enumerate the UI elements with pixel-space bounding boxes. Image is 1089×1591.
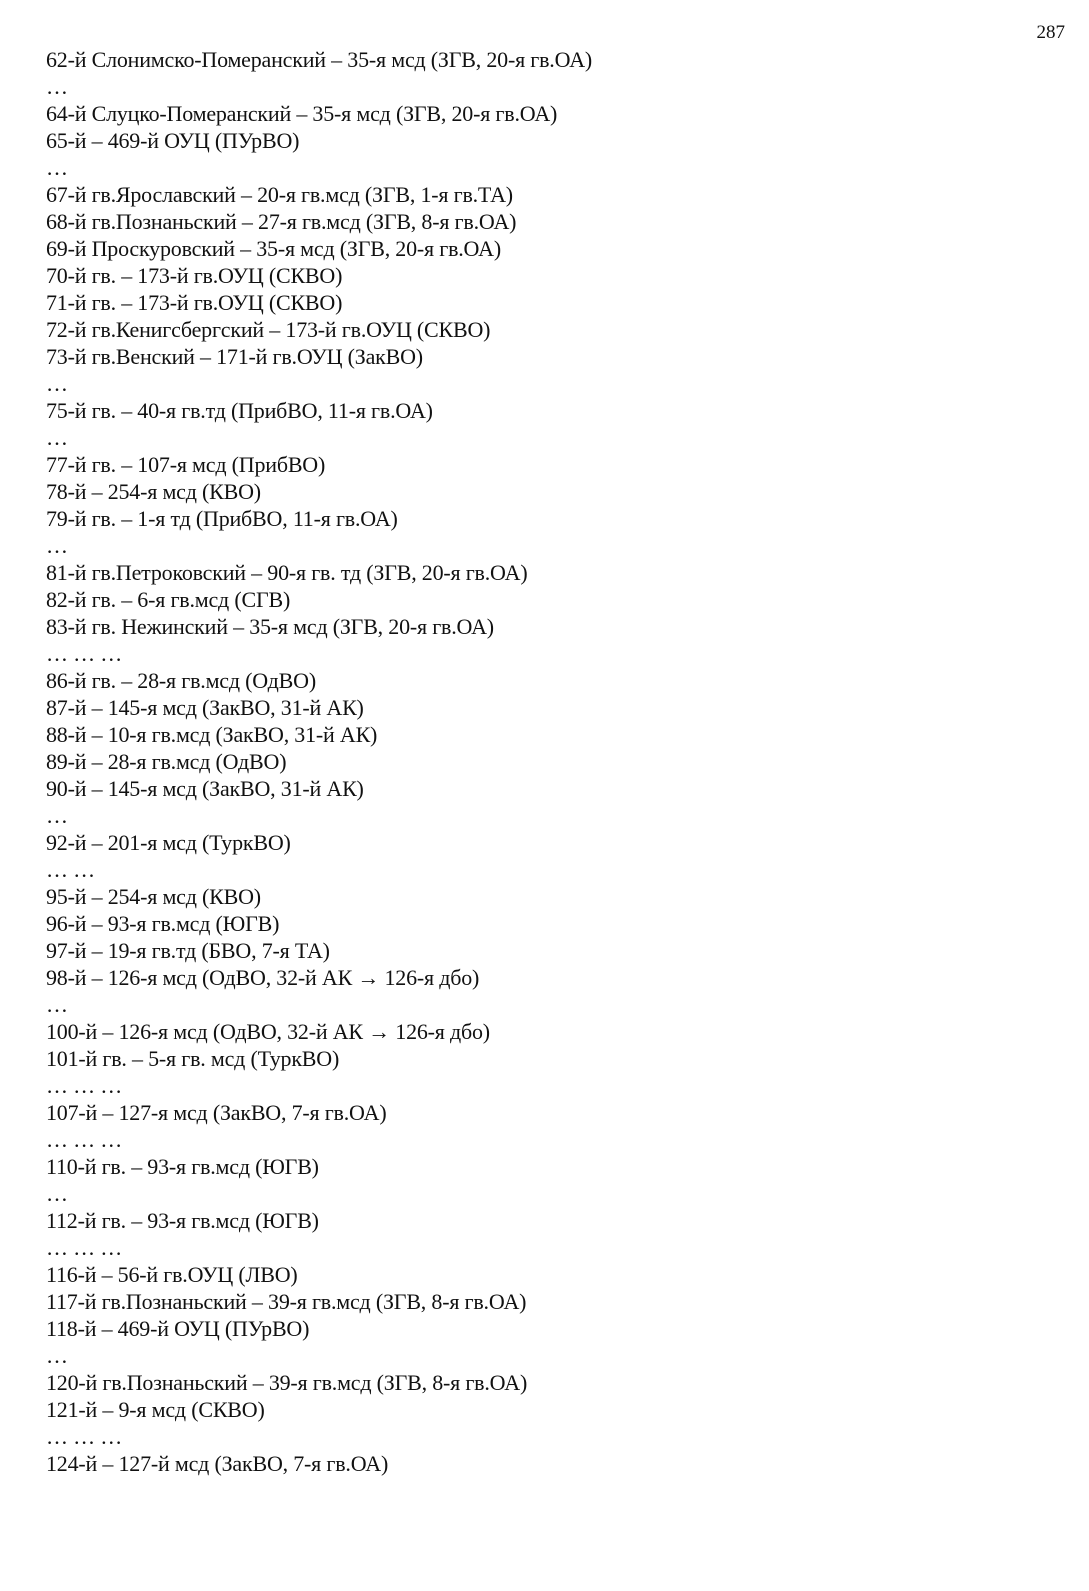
- text-line: 88-й – 10-я гв.мсд (ЗакВО, 31-й АК): [46, 722, 378, 747]
- text-line: 107-й – 127-я мсд (ЗакВО, 7-я гв.ОА): [46, 1100, 387, 1125]
- text-line: 97-й – 19-я гв.тд (БВО, 7-я ТА): [46, 938, 330, 963]
- text-line: 78-й – 254-я мсд (КВО): [46, 479, 261, 504]
- text-line: 70-й гв. – 173-й гв.ОУЦ (СКВО): [46, 263, 343, 288]
- text-line: 64-й Слуцко-Померанский – 35-я мсд (ЗГВ, 20-я гв.ОА): [46, 101, 558, 126]
- text-line: 72-й гв.Кенигсбергский – 173-й гв.ОУЦ (СКВО): [46, 317, 491, 342]
- ellipsis-line: …: [46, 155, 68, 180]
- text-line: 98-й – 126-я мсд (ОдВО, 32-й АК → 126-я дбо): [46, 965, 480, 990]
- ellipsis-line: …: [46, 803, 68, 828]
- text-line: 112-й гв. – 93-я гв.мсд (ЮГВ): [46, 1208, 319, 1233]
- text-line: 67-й гв.Ярославский – 20-я гв.мсд (ЗГВ, 1-я гв.ТА): [46, 182, 513, 207]
- document-body: [46, 46, 1049, 1477]
- ellipsis-line: …: [46, 992, 68, 1017]
- text-line: 92-й – 201-я мсд (ТуркВО): [46, 830, 291, 855]
- ellipsis-line: … … …: [46, 1127, 123, 1152]
- text-line: 101-й гв. – 5-я гв. мсд (ТуркВО): [46, 1046, 340, 1071]
- text-line: 73-й гв.Венский – 171-й гв.ОУЦ (ЗакВО): [46, 344, 423, 369]
- text-line: 95-й – 254-я мсд (КВО): [46, 884, 261, 909]
- text-line: 118-й – 469-й ОУЦ (ПУрВО): [46, 1316, 310, 1341]
- text-line: 69-й Проскуровский – 35-я мсд (ЗГВ, 20-я гв.ОА): [46, 236, 501, 261]
- ellipsis-line: …: [46, 1181, 68, 1206]
- text-line: 87-й – 145-я мсд (ЗакВО, 31-й АК): [46, 695, 364, 720]
- text-line: 71-й гв. – 173-й гв.ОУЦ (СКВО): [46, 290, 343, 315]
- text-line: 83-й гв. Нежинский – 35-я мсд (ЗГВ, 20-я гв.ОА): [46, 614, 494, 639]
- page-number: 287: [1036, 22, 1065, 43]
- text-line: 89-й – 28-я гв.мсд (ОдВО): [46, 749, 287, 774]
- text-line: 116-й – 56-й гв.ОУЦ (ЛВО): [46, 1262, 298, 1287]
- ellipsis-line: … … …: [46, 1424, 123, 1449]
- text-line: 81-й гв.Петроковский – 90-я гв. тд (ЗГВ, 20-я гв.ОА): [46, 560, 528, 585]
- text-line: 120-й гв.Познаньский – 39-я гв.мсд (ЗГВ, 8-я гв.ОА): [46, 1370, 528, 1395]
- ellipsis-line: …: [46, 74, 68, 99]
- text-line: 100-й – 126-я мсд (ОдВО, 32-й АК → 126-я дбо): [46, 1019, 490, 1044]
- text-line: 121-й – 9-я мсд (СКВО): [46, 1397, 265, 1422]
- ellipsis-line: …: [46, 1343, 68, 1368]
- text-line: 79-й гв. – 1-я тд (ПрибВО, 11-я гв.ОА): [46, 506, 398, 531]
- ellipsis-line: …: [46, 371, 68, 396]
- ellipsis-line: …: [46, 533, 68, 558]
- text-line: 75-й гв. – 40-я гв.тд (ПрибВО, 11-я гв.ОА): [46, 398, 433, 423]
- ellipsis-line: … … …: [46, 1073, 123, 1098]
- text-line: 65-й – 469-й ОУЦ (ПУрВО): [46, 128, 300, 153]
- ellipsis-line: … …: [46, 857, 95, 882]
- ellipsis-line: … … …: [46, 641, 123, 666]
- text-line: 96-й – 93-я гв.мсд (ЮГВ): [46, 911, 280, 936]
- text-line: 62-й Слонимско-Померанский – 35-я мсд (ЗГВ, 20-я гв.ОА): [46, 47, 593, 72]
- ellipsis-line: … … …: [46, 1235, 123, 1260]
- text-line: 77-й гв. – 107-я мсд (ПрибВО): [46, 452, 326, 477]
- ellipsis-line: …: [46, 425, 68, 450]
- text-line: 82-й гв. – 6-я гв.мсд (СГВ): [46, 587, 291, 612]
- text-line: 117-й гв.Познаньский – 39-я гв.мсд (ЗГВ, 8-я гв.ОА): [46, 1289, 527, 1314]
- text-line: 86-й гв. – 28-я гв.мсд (ОдВО): [46, 668, 316, 693]
- text-line: 110-й гв. – 93-я гв.мсд (ЮГВ): [46, 1154, 319, 1179]
- text-line: 90-й – 145-я мсд (ЗакВО, 31-й АК): [46, 776, 364, 801]
- text-line: 68-й гв.Познаньский – 27-я гв.мсд (ЗГВ, 8-я гв.ОА): [46, 209, 517, 234]
- text-line: 124-й – 127-й мсд (ЗакВО, 7-я гв.ОА): [46, 1451, 389, 1476]
